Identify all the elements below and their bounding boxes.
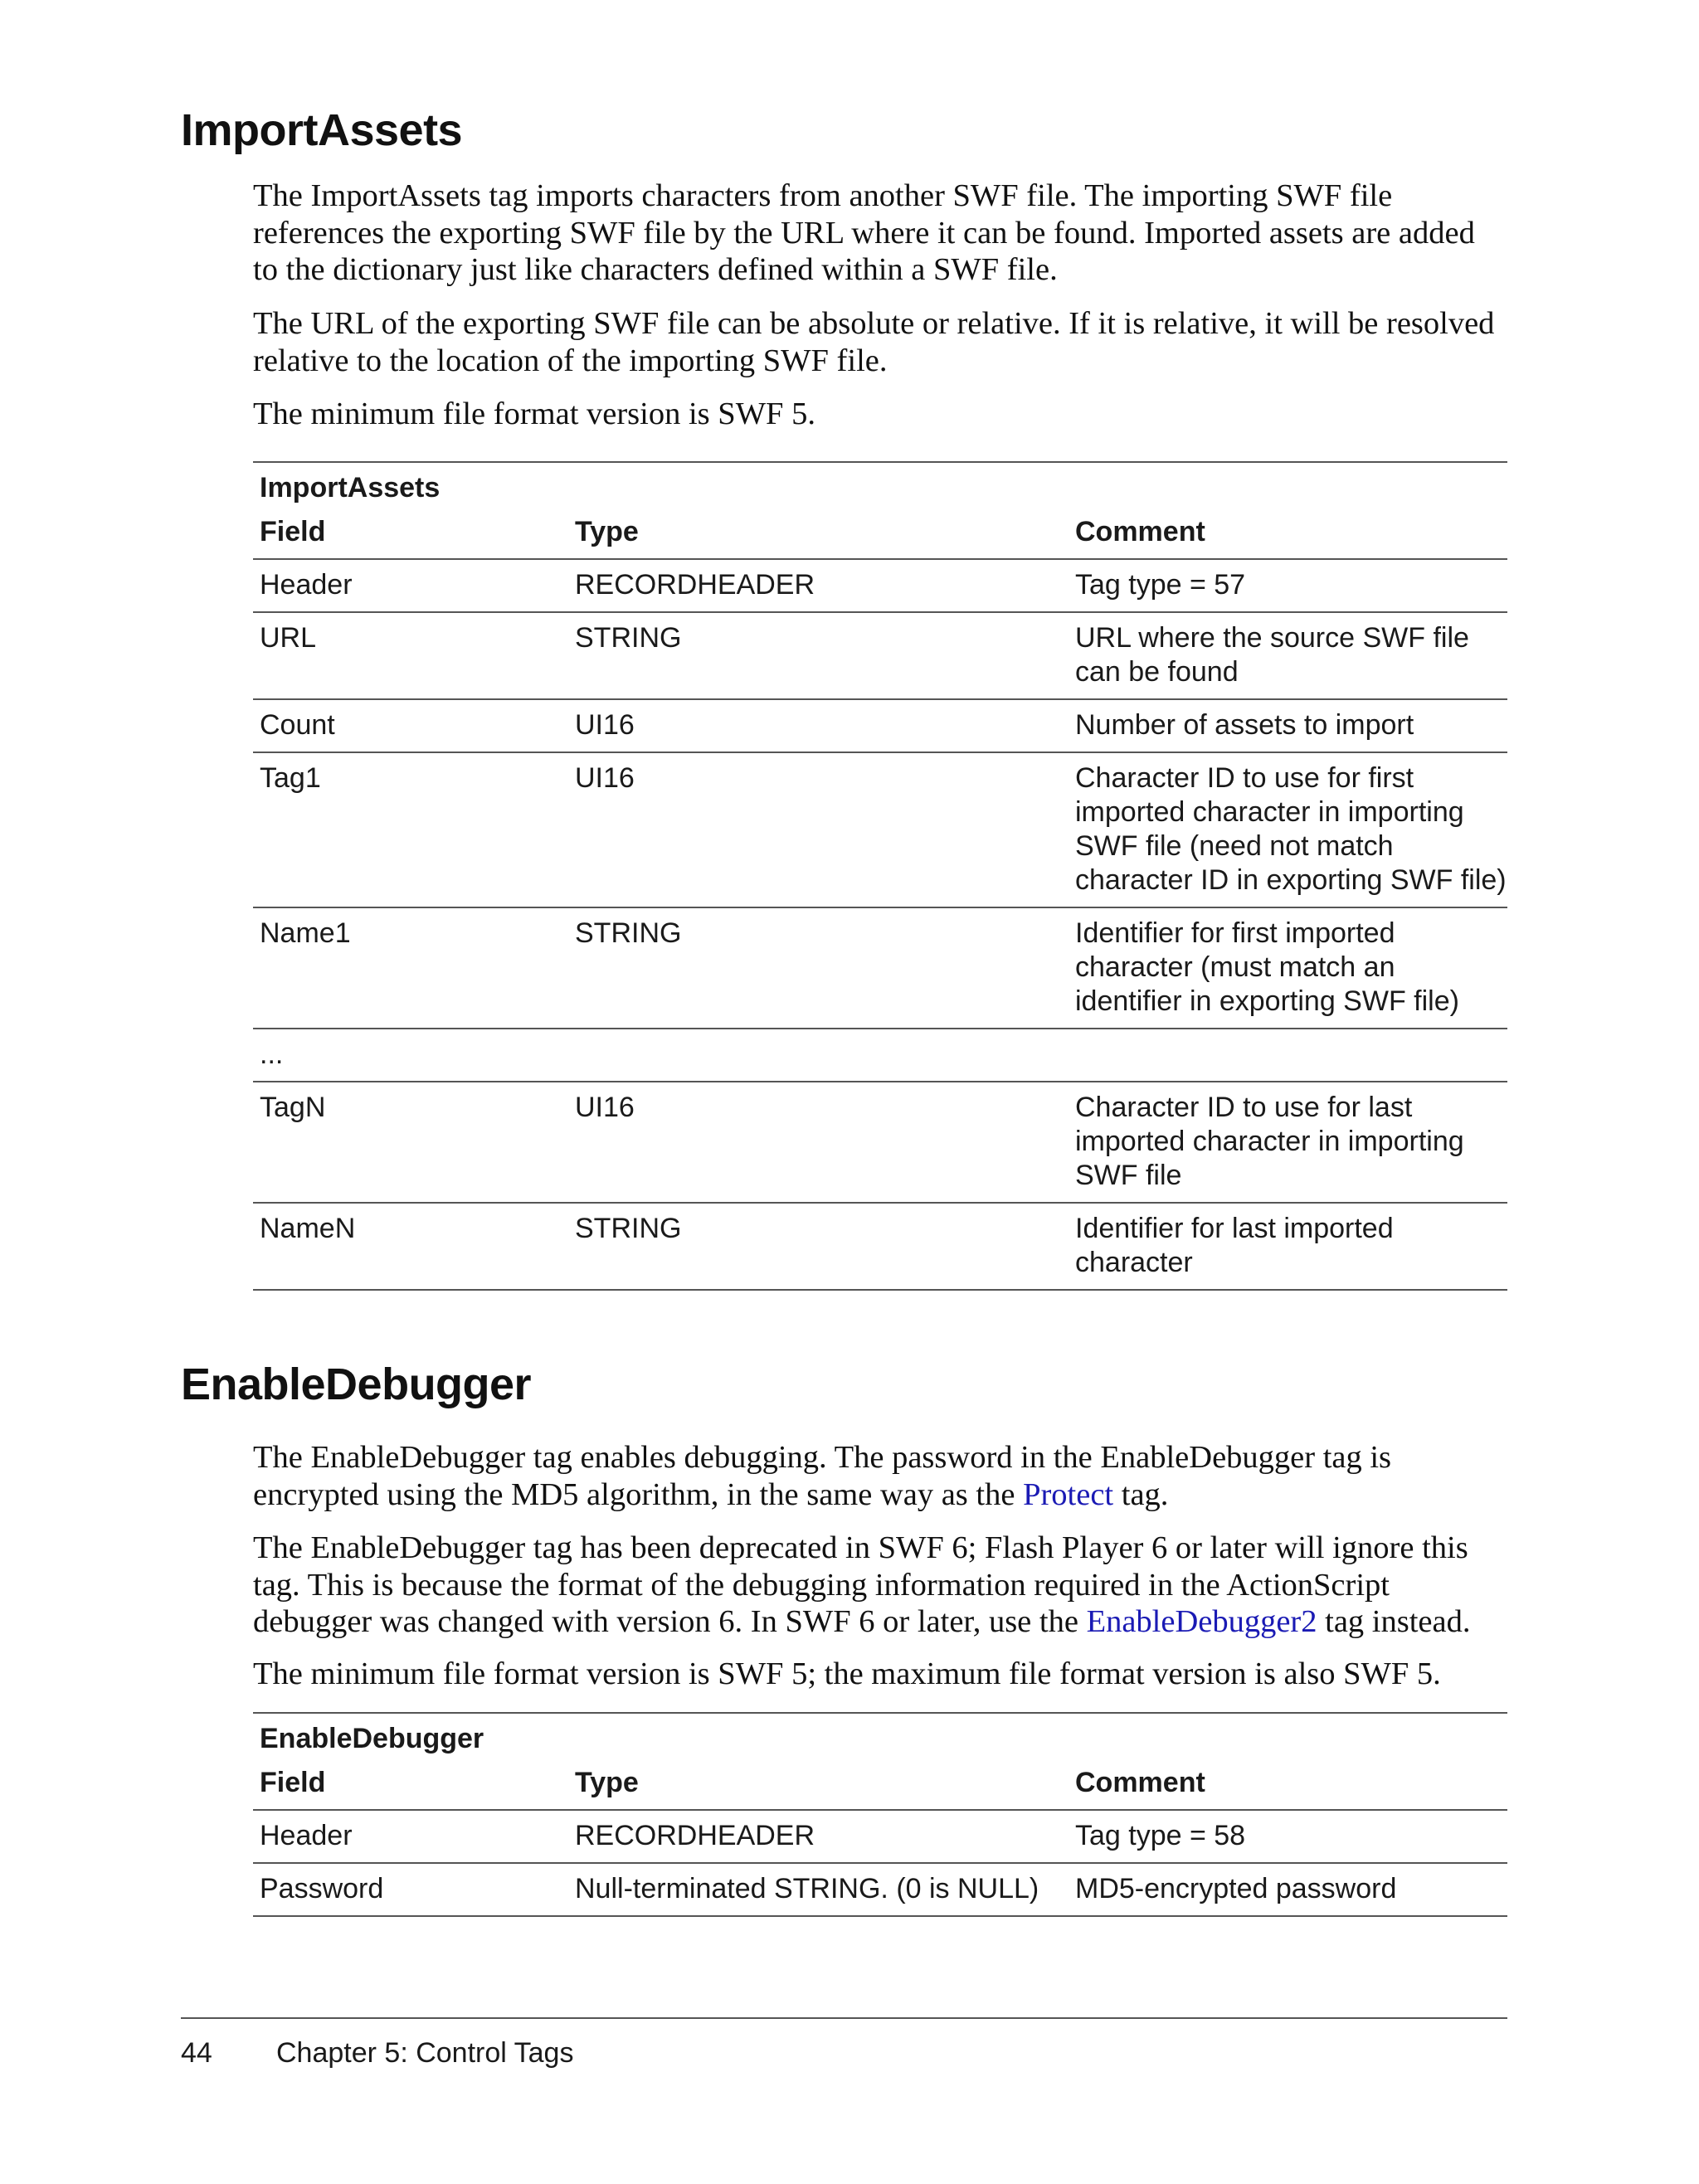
paragraph: The minimum file format version is SWF 5; the maximum file format version is also SWF 5. — [253, 1656, 1441, 1691]
enabledebugger-table — [253, 1712, 1507, 1917]
table-caption: ImportAssets — [253, 462, 1507, 507]
cell-type: Null-terminated STRING. (0 is NULL) — [568, 1863, 1069, 1916]
cell-comment: Character ID to use for first imported character in importing SWF file (need not match character ID in exporting SWF file) — [1069, 752, 1507, 907]
cell-field: Password — [253, 1863, 568, 1916]
table-row — [253, 907, 1507, 1029]
cell-type: RECORDHEADER — [568, 1810, 1069, 1863]
cell-field: TagN — [253, 1082, 568, 1203]
cell-comment — [1069, 1029, 1507, 1082]
chapter-title: Chapter 5: Control Tags — [276, 2037, 574, 2069]
cell-comment: Tag type = 58 — [1069, 1810, 1507, 1863]
cell-comment: URL where the source SWF file can be found — [1069, 612, 1507, 699]
cell-comment: Tag type = 57 — [1069, 559, 1507, 612]
cell-type: STRING — [568, 612, 1069, 699]
cell-comment: MD5-encrypted password — [1069, 1863, 1507, 1916]
table-row — [253, 1082, 1507, 1203]
cell-field: Count — [253, 699, 568, 752]
column-header-type: Type — [575, 516, 639, 547]
paragraph — [253, 1530, 1506, 1641]
cell-comment: Character ID to use for last imported character in importing SWF file — [1069, 1082, 1507, 1203]
footer-divider — [181, 2017, 1507, 2019]
link-protect[interactable]: Protect — [1023, 1476, 1114, 1512]
cell-field: Header — [253, 559, 568, 612]
table-row — [253, 699, 1507, 752]
cell-field: ... — [253, 1029, 568, 1082]
page-number: 44 — [181, 2037, 212, 2069]
cell-type: UI16 — [568, 1082, 1069, 1203]
table-header-row — [253, 1758, 1507, 1810]
column-header-comment: Comment — [1075, 516, 1205, 547]
cell-comment: Identifier for first imported character (must match an identifier in exporting SWF file) — [1069, 907, 1507, 1029]
section-title-importassets: ImportAssets — [181, 105, 463, 155]
column-header-field: Field — [260, 516, 326, 547]
importassets-table — [253, 461, 1507, 1291]
table-row — [253, 752, 1507, 907]
cell-field: Name1 — [253, 907, 568, 1029]
table-row — [253, 1203, 1507, 1290]
cell-field: URL — [253, 612, 568, 699]
table-caption: EnableDebugger — [253, 1713, 1507, 1758]
paragraph: The ImportAssets tag imports characters from another SWF file. The importing SWF file references the exporting SWF file by the URL where it can be found. Imported assets are added to the dictionary just like characters defined within a SWF file. — [253, 178, 1475, 287]
paragraph — [253, 1439, 1506, 1513]
paragraph-text: The EnableDebugger tag has been deprecated in SWF 6; Flash Player 6 or later will ignore this tag. This is because the format of the debugging information required in the ActionScript debugger was changed with version 6. In SWF 6 or later, use the — [253, 1530, 1468, 1639]
cell-type: RECORDHEADER — [568, 559, 1069, 612]
cell-comment: Number of assets to import — [1069, 699, 1507, 752]
paragraph-text: tag. — [1113, 1476, 1169, 1512]
table-caption-row — [253, 462, 1507, 507]
cell-field: NameN — [253, 1203, 568, 1290]
table-row — [253, 1863, 1507, 1916]
table-row — [253, 612, 1507, 699]
table-header-row — [253, 507, 1507, 559]
column-header-comment: Comment — [1075, 1767, 1205, 1798]
cell-type: UI16 — [568, 699, 1069, 752]
table-caption-row — [253, 1713, 1507, 1758]
column-header-field: Field — [260, 1767, 326, 1798]
link-enabledebugger2[interactable]: EnableDebugger2 — [1086, 1604, 1317, 1639]
column-header-type: Type — [575, 1767, 639, 1798]
cell-comment: Identifier for last imported character — [1069, 1203, 1507, 1290]
table-row — [253, 1029, 1507, 1082]
paragraph-text: tag instead. — [1317, 1604, 1471, 1639]
cell-type — [568, 1029, 1069, 1082]
cell-type: STRING — [568, 907, 1069, 1029]
section-title-enabledebugger: EnableDebugger — [181, 1360, 532, 1409]
paragraph: The URL of the exporting SWF file can be absolute or relative. If it is relative, it will be resolved relative to the location of the importing SWF file. — [253, 306, 1495, 378]
cell-field: Header — [253, 1810, 568, 1863]
paragraph: The minimum file format version is SWF 5. — [253, 396, 815, 431]
table-row — [253, 1810, 1507, 1863]
table-row — [253, 559, 1507, 612]
cell-type: UI16 — [568, 752, 1069, 907]
paragraph-text: The EnableDebugger tag enables debugging. The password in the EnableDebugger tag is encrypted using the MD5 algorithm, in the same way as the — [253, 1440, 1392, 1512]
cell-type: STRING — [568, 1203, 1069, 1290]
cell-field: Tag1 — [253, 752, 568, 907]
